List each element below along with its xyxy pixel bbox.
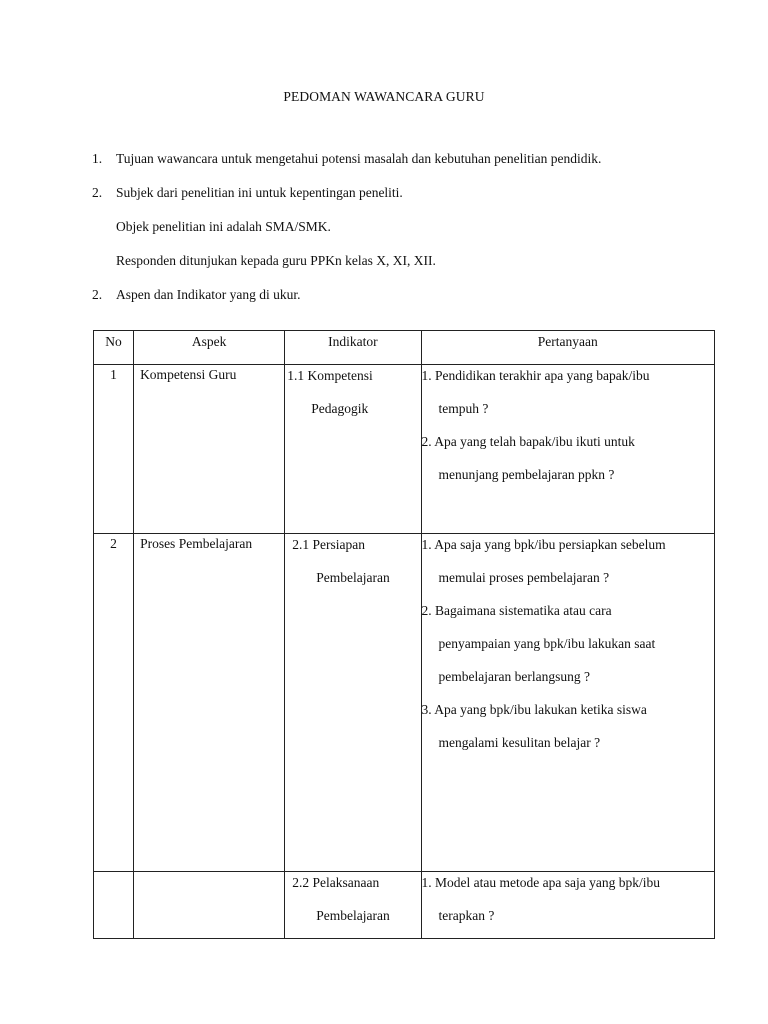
question-line: mengalami kesulitan belajar ? xyxy=(438,735,601,750)
header-no: No xyxy=(94,331,134,365)
cell-no: 1 xyxy=(94,365,134,534)
indikator-line: 1.1 Kompetensi xyxy=(287,368,373,383)
paragraph-tujuan xyxy=(92,151,601,167)
paragraph-text: Objek penelitian ini adalah SMA/SMK. xyxy=(116,219,331,234)
paragraph-text: Subjek dari penelitian ini untuk kepentingan peneliti. xyxy=(116,185,403,200)
paragraph-number: 2. xyxy=(92,287,103,302)
indikator-line: Pembelajaran xyxy=(316,908,390,923)
cell-indikator xyxy=(285,365,421,534)
paragraph-aspek-indikator xyxy=(92,287,300,303)
cell-pertanyaan xyxy=(421,365,714,534)
table-row xyxy=(94,872,715,939)
interview-table xyxy=(93,330,715,939)
question-line: menunjang pembelajaran ppkn ? xyxy=(438,467,615,482)
paragraph-subjek xyxy=(92,185,403,201)
table-row xyxy=(94,534,715,872)
question-item xyxy=(422,365,714,418)
paragraph-text: Tujuan wawancara untuk mengetahui potensi masalah dan kebutuhan penelitian pendidik. xyxy=(116,151,602,166)
cell-indikator xyxy=(285,872,421,939)
cell-no xyxy=(94,872,134,939)
question-item xyxy=(422,872,714,925)
question-line: 2. Bagaimana sistematika atau cara xyxy=(421,603,612,618)
cell-no: 2 xyxy=(94,534,134,872)
header-indikator: Indikator xyxy=(285,331,421,365)
question-line: tempuh ? xyxy=(438,401,489,416)
header-aspek: Aspek xyxy=(134,331,285,365)
cell-aspek xyxy=(134,872,285,939)
indikator-line: Pedagogik xyxy=(311,401,369,416)
question-line: terapkan ? xyxy=(438,908,495,923)
table-row xyxy=(94,365,715,534)
cell-aspek: Kompetensi Guru xyxy=(134,365,285,534)
question-line: pembelajaran berlangsung ? xyxy=(438,669,590,684)
question-line: penyampaian yang bpk/ibu lakukan saat xyxy=(438,636,656,651)
question-line: 3. Apa yang bpk/ibu lakukan ketika siswa xyxy=(421,702,647,717)
question-line: memulai proses pembelajaran ? xyxy=(438,570,610,585)
question-line: 1. Pendidikan terakhir apa yang bapak/ibu xyxy=(421,368,650,383)
header-pertanyaan: Pertanyaan xyxy=(421,331,714,365)
indikator-line: 2.1 Persiapan xyxy=(292,537,366,552)
paragraph-number: 2. xyxy=(92,185,103,200)
paragraph-text: Responden ditunjukan kepada guru PPKn kelas X, XI, XII. xyxy=(116,253,436,268)
cell-pertanyaan xyxy=(421,534,714,872)
document-title: PEDOMAN WAWANCARA GURU xyxy=(283,89,485,104)
paragraph-objek xyxy=(116,219,331,235)
question-item xyxy=(422,701,714,752)
table-header-row xyxy=(94,331,715,365)
indikator-line: Pembelajaran xyxy=(316,570,390,585)
question-line: 1. Apa saja yang bpk/ibu persiapkan sebelum xyxy=(421,537,666,552)
cell-pertanyaan xyxy=(421,872,714,939)
question-item xyxy=(422,602,714,686)
question-item xyxy=(422,433,714,484)
question-item xyxy=(422,534,714,587)
indikator-line: 2.2 Pelaksanaan xyxy=(292,875,380,890)
paragraph-responden xyxy=(116,253,436,269)
question-line: 1. Model atau metode apa saja yang bpk/ibu xyxy=(421,875,660,890)
cell-indikator xyxy=(285,534,421,872)
paragraph-number: 1. xyxy=(92,151,103,166)
paragraph-text: Aspen dan Indikator yang di ukur. xyxy=(116,287,301,302)
cell-aspek: Proses Pembelajaran xyxy=(134,534,285,872)
question-line: 2. Apa yang telah bapak/ibu ikuti untuk xyxy=(421,434,635,449)
